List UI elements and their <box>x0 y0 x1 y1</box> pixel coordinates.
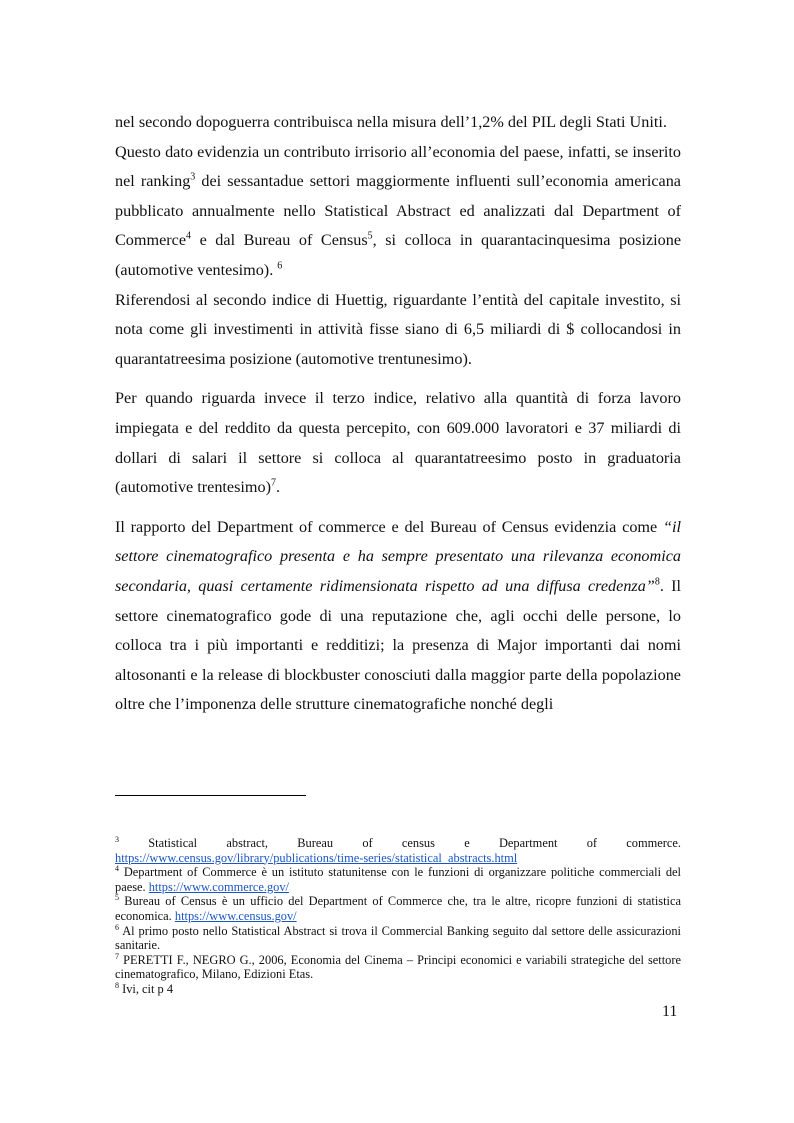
paragraph-3: Riferendosi al secondo indice di Huettig, riguardante l’entità del capitale investito, si nota come gli investimenti in attività fisse siano di 6,5 miliardi di $ collocandosi in quarantatreesima posizione (automotive trentunesimo). <box>115 290 681 368</box>
footnote-number: 8 <box>115 980 119 990</box>
footnote-text: PERETTI F., NEGRO G., 2006, Economia del Cinema – Principi economici e variabili strategiche del settore cinematografico, Milano, Edizioni Etas. <box>115 952 681 982</box>
paragraph-2-text-4: , si colloca in quarantacinquesima posizione (automotive ventesimo). <box>115 231 681 279</box>
paragraph-5-quote: “il settore cinematografico presenta e ha sempre presentato una rilevanza economica secondaria, quasi certamente ridimensionata rispetto ad una diffusa credenza” <box>115 517 681 595</box>
footnote-5 <box>115 894 681 923</box>
main-text <box>115 108 681 720</box>
footnote-separator <box>115 795 306 796</box>
footnote-number: 4 <box>115 864 119 874</box>
paragraph-4-text-2: . <box>276 478 281 497</box>
footnote-ref-6[interactable]: 6 <box>277 260 283 272</box>
paragraph-5-text-2: . Il settore cinematografico gode di una reputazione che, agli occhi delle persone, lo colloca tra i più importanti e redditizi; la presenza di Major importanti dai nomi altosonanti e la release di blockbuster conosciuti dalla maggior parte della popolazione oltre che l’imponenza delle strutture cinematografiche nonché degli <box>115 576 681 714</box>
footnote-4 <box>115 865 681 894</box>
paragraph-2 <box>115 138 681 286</box>
footnote-ref-7[interactable]: 7 <box>271 477 276 489</box>
footnote-ref-3[interactable]: 3 <box>190 171 196 183</box>
paragraph-4-text-1: Per quando riguarda invece il terzo indice, relativo alla quantità di forza lavoro impiegata e del reddito da questa percepito, con 609.000 lavoratori e 37 miliardi di dollari di salari il settore si colloca al quarantatreesimo posto in graduatoria (automotive trentesimo) <box>115 389 681 497</box>
footnote-number: 5 <box>115 893 119 903</box>
footnote-text: Department of Commerce è un istituto statunitense con le funzioni di organizzare politiche commerciali del paese. <box>115 865 681 894</box>
footnote-6 <box>115 924 681 953</box>
footnote-link[interactable]: https://www.commerce.gov/ <box>148 879 290 894</box>
footnote-8 <box>115 982 681 997</box>
paragraph-5-text-1: Il rapporto del Department of commerce e del Bureau of Census evidenzia come <box>115 517 663 536</box>
paragraph-4 <box>115 384 681 502</box>
footnote-text: Ivi, cit p 4 <box>119 981 174 996</box>
page-number: 11 <box>662 1003 678 1020</box>
footnote-number: 7 <box>115 951 119 961</box>
footnote-text: Al primo posto nello Statistical Abstract si trova il Commercial Banking seguito dal settore delle assicurazioni sanitarie. <box>115 923 681 953</box>
paragraph-5 <box>115 513 681 720</box>
paragraph-2-text-3: e dal Bureau of Census <box>191 231 368 250</box>
footnote-link[interactable]: https://www.census.gov/ <box>174 908 297 923</box>
footnote-text: Statistical abstract, Bureau of census e Department of commerce. <box>119 836 681 850</box>
footnote-3-link-line <box>115 851 681 866</box>
paragraph-1: nel secondo dopoguerra contribuisca nella misura dell’1,2% del PIL degli Stati Uniti. <box>115 113 667 131</box>
footnote-link[interactable]: https://www.census.gov/library/publications/time-series/statistical_abstracts.html <box>115 850 518 865</box>
paragraph-2-text-1: Questo dato evidenzia un contributo irrisorio all’economia del paese, infatti, se inserito nel ranking <box>115 142 681 191</box>
paragraph-2-text-2: dei sessantadue settori maggiormente influenti sull’economia americana pubblicato annualmente nello Statistical Abstract ed analizzati dal Department of Commerce <box>115 172 681 250</box>
footnote-ref-5[interactable]: 5 <box>367 230 373 242</box>
footnote-text: Bureau of Census è un ufficio del Department of Commerce che, tra le altre, ricopre funzioni di statistica economica. <box>115 894 681 923</box>
footnote-number: 3 <box>115 834 119 844</box>
footnotes <box>115 836 681 997</box>
footnote-number: 6 <box>115 922 119 932</box>
footnote-ref-8[interactable]: 8 <box>654 576 660 588</box>
footnote-7 <box>115 953 681 982</box>
footnote-3 <box>115 836 681 851</box>
footnote-ref-4[interactable]: 4 <box>186 230 192 242</box>
